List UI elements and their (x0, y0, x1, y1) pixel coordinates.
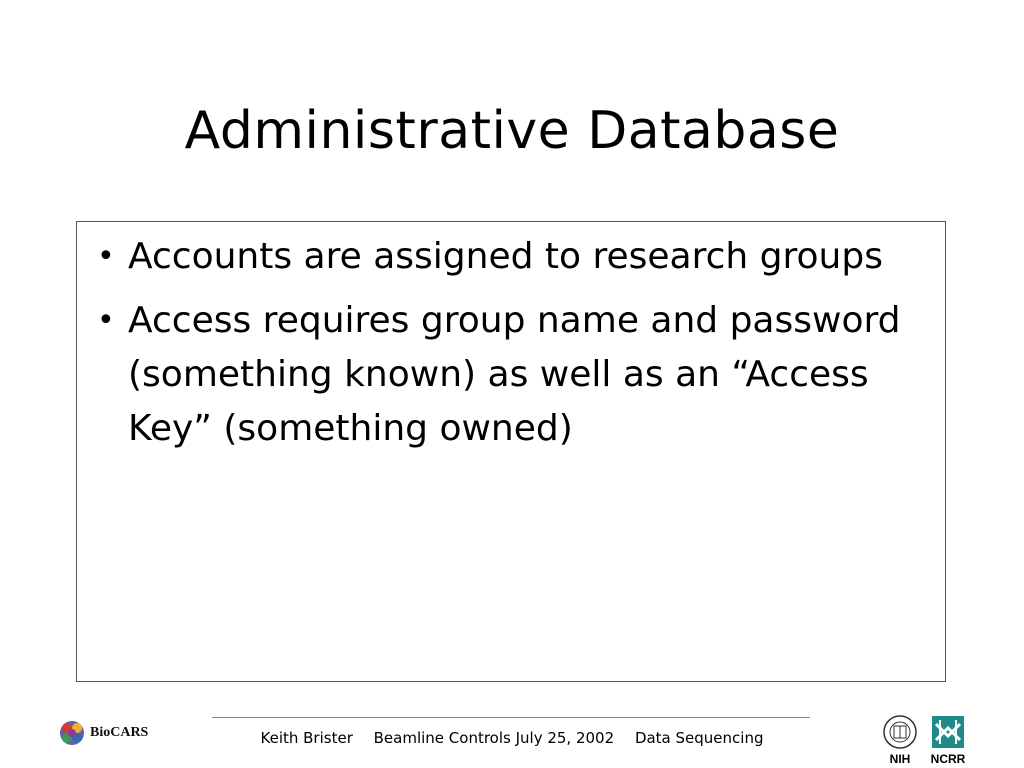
footer-topic: Data Sequencing (634, 729, 764, 747)
content-box (76, 221, 946, 682)
bullet-text: Access requires group name and password (something known) as well as an “Access Key” (something owned) (128, 300, 901, 449)
nih-logo (880, 714, 920, 766)
footer-author: Keith Brister (260, 729, 353, 747)
ncrr-label: NCRR (930, 752, 966, 766)
bullet-item (97, 230, 931, 284)
biocars-label: BioCARS (90, 725, 149, 740)
bullet-text: Accounts are assigned to research groups (128, 236, 883, 277)
footer-divider (212, 717, 810, 718)
slide-title: Administrative Database (184, 101, 840, 161)
footer-event: Beamline Controls July 25, 2002 (373, 729, 615, 747)
bullet-item (97, 294, 931, 456)
nih-seal-icon (880, 714, 920, 752)
bullet-dot: • (97, 239, 115, 274)
bullet-dot: • (97, 303, 115, 338)
footer-text (0, 728, 1024, 748)
ncrr-logo (924, 714, 972, 766)
nih-label: NIH (889, 752, 911, 766)
bullet-list (97, 230, 931, 466)
ncrr-knot-icon (924, 714, 972, 752)
